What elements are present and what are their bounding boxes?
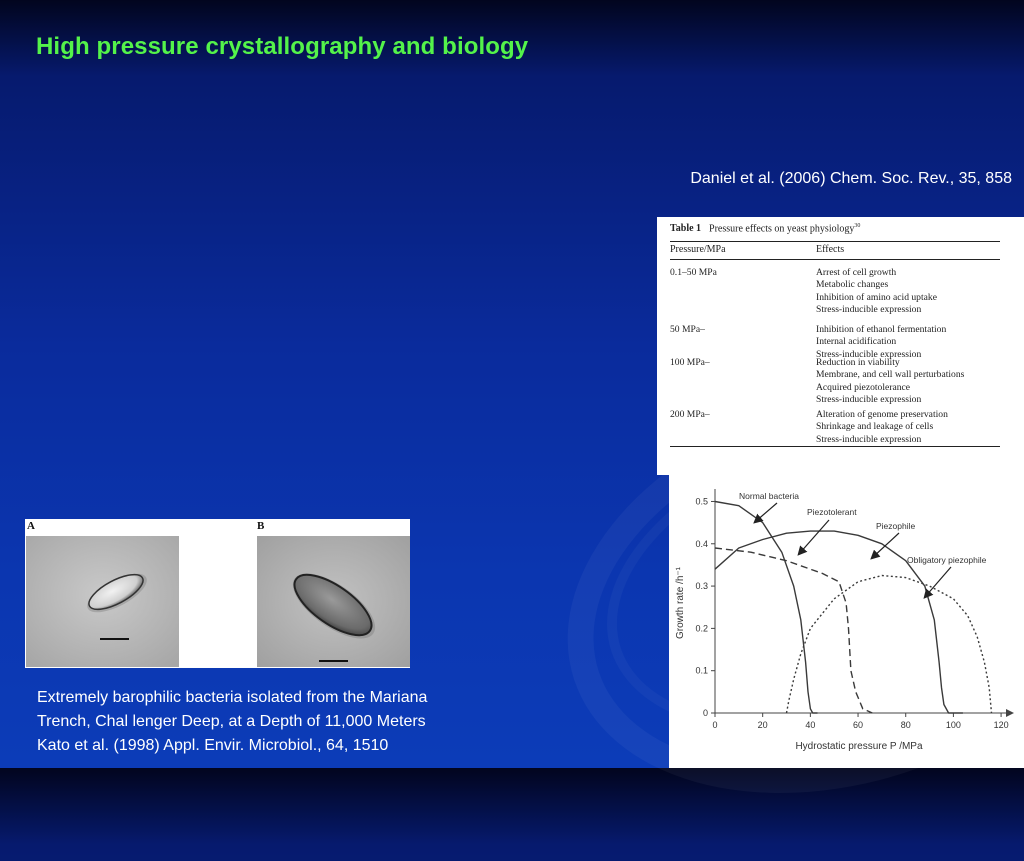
annotation-arrow (799, 520, 829, 554)
table-effect-line: Acquired piezotolerance (816, 381, 911, 393)
table-effect-line: Inhibition of amino acid uptake (816, 291, 937, 303)
table-cell-effects (816, 357, 964, 407)
annotation-arrow (755, 503, 777, 522)
x-tick-label: 0 (712, 720, 718, 730)
table-effect-line: Stress-inducible expression (816, 394, 922, 406)
table-effect-line: Stress-inducible expression (816, 304, 922, 316)
series-line-normal-bacteria (715, 502, 818, 714)
x-tick-label: 100 (945, 720, 961, 730)
growth-rate-chart (669, 475, 1024, 768)
table-effect-line: Metabolic changes (816, 279, 889, 291)
micrograph-a (26, 536, 179, 667)
table-label: Table 1 (670, 223, 702, 235)
caption-line-1: Extremely barophilic bacteria isolated from the Mariana (37, 689, 428, 706)
x-tick-label: 60 (853, 720, 864, 730)
table-header-pressure: Pressure/MPa (670, 244, 726, 255)
y-tick-label: 0 (702, 708, 708, 718)
table-effect-line: Arrest of cell growth (816, 267, 897, 278)
micrograph-label-b: B (257, 520, 265, 532)
table-cell-pressure: 200 MPa– (670, 409, 710, 420)
y-tick-label: 0.4 (695, 538, 708, 549)
x-tick-label: 120 (993, 720, 1009, 730)
table-effect-line: Alteration of genome preservation (816, 409, 948, 420)
yeast-pressure-table (657, 217, 1024, 475)
table-effect-line: Membrane, and cell wall perturbations (816, 369, 965, 381)
table-effect-line: Inhibition of ethanol fermentation (816, 324, 947, 335)
table-cell-pressure: 100 MPa– (670, 357, 710, 368)
x-axis-label: Hydrostatic pressure P /MPa (795, 741, 923, 752)
table-rule-top (670, 241, 1000, 242)
x-tick-label: 80 (900, 720, 911, 730)
annotation-label: Piezophile (876, 521, 916, 531)
slide-caption (37, 686, 557, 758)
caption-line-2: Trench, Chal lenger Deep, at a Depth of 11,000 Meters (37, 713, 426, 730)
slide-title: High pressure crystallography and biology (36, 33, 529, 60)
table-cell-pressure: 50 MPa– (670, 324, 705, 335)
annotation-label: Obligatory piezophile (907, 555, 987, 565)
x-tick-label: 40 (805, 720, 816, 730)
y-tick-label: 0.5 (695, 496, 708, 507)
micrograph-b (257, 536, 410, 667)
table-effect-line: Shrinkage and leakage of cells (816, 421, 934, 433)
citation-daniel: Daniel et al. (2006) Chem. Soc. Rev., 35, 858 (690, 170, 1012, 187)
table-header-effects: Effects (816, 244, 845, 255)
series-line-piezotolerant (715, 548, 872, 713)
table-cell-effects (816, 409, 948, 446)
x-tick-label: 20 (757, 720, 768, 730)
annotation-label: Normal bacteria (739, 491, 799, 501)
growth-rate-chart-svg (669, 475, 1024, 768)
table-reference: 30 (854, 223, 861, 229)
table-cell-effects (816, 267, 937, 317)
table-caption-text: Pressure effects on yeast physiology (709, 223, 855, 235)
table-rule-header (670, 259, 1000, 260)
table-cell-effects (816, 324, 946, 361)
annotation-arrow (872, 533, 899, 558)
y-tick-label: 0.2 (695, 623, 708, 634)
table-caption (670, 223, 860, 234)
annotation-label: Piezotolerant (807, 507, 857, 517)
bacteria-micrographs (25, 519, 410, 668)
y-tick-label: 0.1 (695, 665, 708, 676)
y-tick-label: 0.3 (695, 581, 708, 592)
series-line-obligatory-piezophile (787, 576, 992, 714)
table-rule-bottom (670, 446, 1000, 447)
caption-line-3: Kato et al. (1998) Appl. Envir. Microbiol., 64, 1510 (37, 737, 389, 754)
table-effect-line: Stress-inducible expression (816, 348, 922, 360)
micrograph-label-a: A (27, 520, 35, 532)
table-effect-line: Stress-inducible expression (816, 433, 922, 445)
table-effect-line: Reduction in viability (816, 357, 900, 368)
table-effect-line: Internal acidification (816, 336, 897, 348)
y-axis-label: Growth rate /h⁻¹ (675, 567, 686, 639)
annotation-arrow (925, 567, 951, 597)
table-cell-pressure: 0.1–50 MPa (670, 267, 717, 278)
